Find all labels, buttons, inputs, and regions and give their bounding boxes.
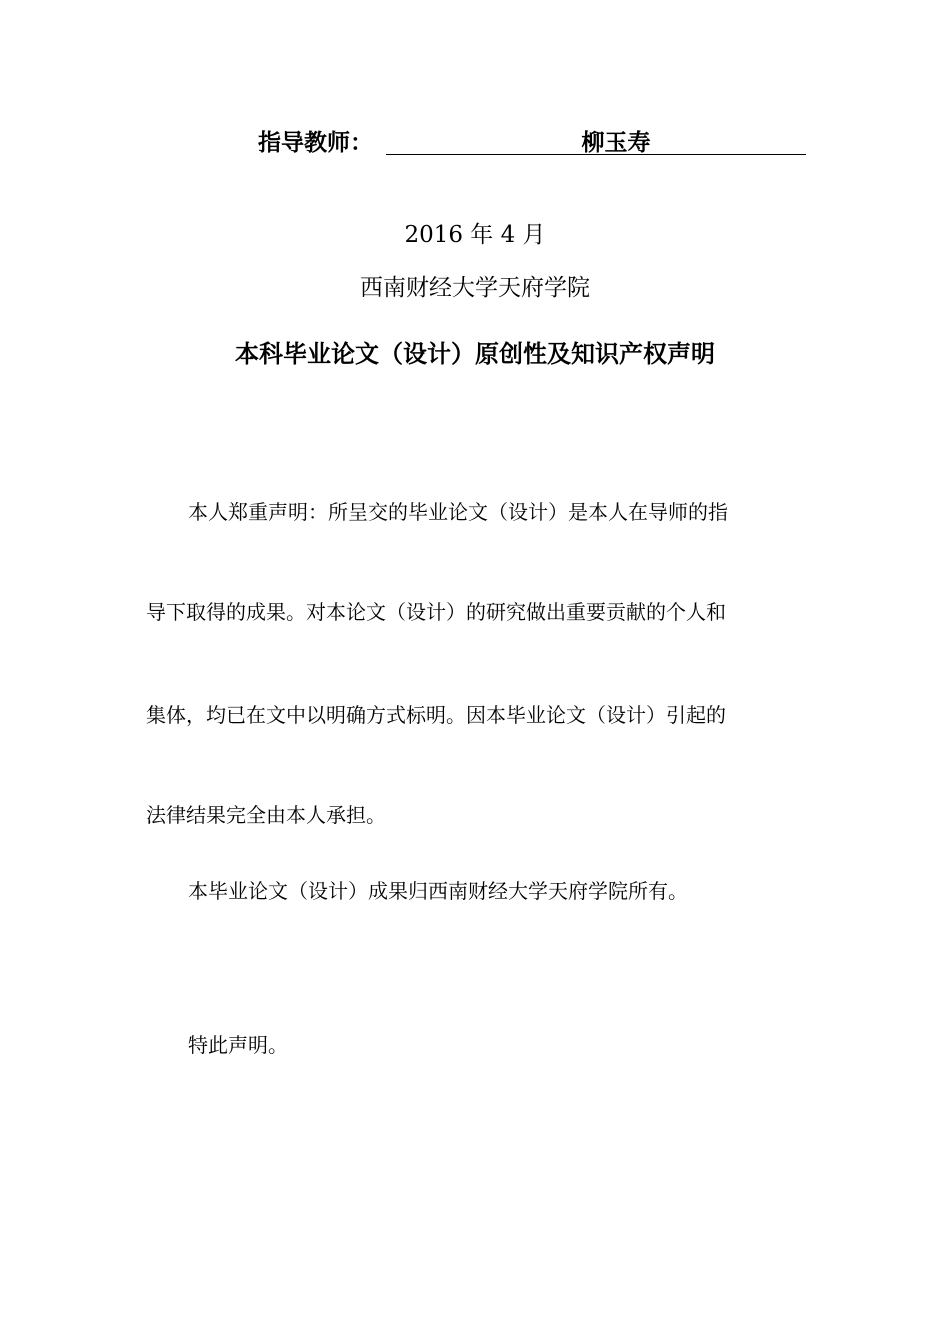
declaration-line-1: 本人郑重声明：所呈交的毕业论文（设计）是本人在导师的指 — [188, 500, 728, 524]
advisor-underline — [386, 126, 806, 155]
declaration-line-3: 集体，均已在文中以明确方式标明。因本毕业论文（设计）引起的 — [146, 703, 726, 727]
school-name: 西南财经大学天府学院 — [360, 275, 590, 301]
declaration-line-4: 法律结果完全由本人承担。 — [146, 803, 386, 827]
closing-statement: 特此声明。 — [188, 1033, 288, 1057]
declaration-line-2: 导下取得的成果。对本论文（设计）的研究做出重要贡献的个人和 — [146, 600, 726, 624]
declaration-title: 本科毕业论文（设计）原创性及知识产权声明 — [235, 340, 715, 368]
submission-date: 2016 年 4 月 — [404, 222, 546, 248]
ownership-statement: 本毕业论文（设计）成果归西南财经大学天府学院所有。 — [188, 879, 688, 903]
advisor-name: 柳玉寿 — [581, 130, 651, 156]
advisor-row — [258, 126, 808, 160]
advisor-label: 指导教师： — [258, 130, 373, 156]
